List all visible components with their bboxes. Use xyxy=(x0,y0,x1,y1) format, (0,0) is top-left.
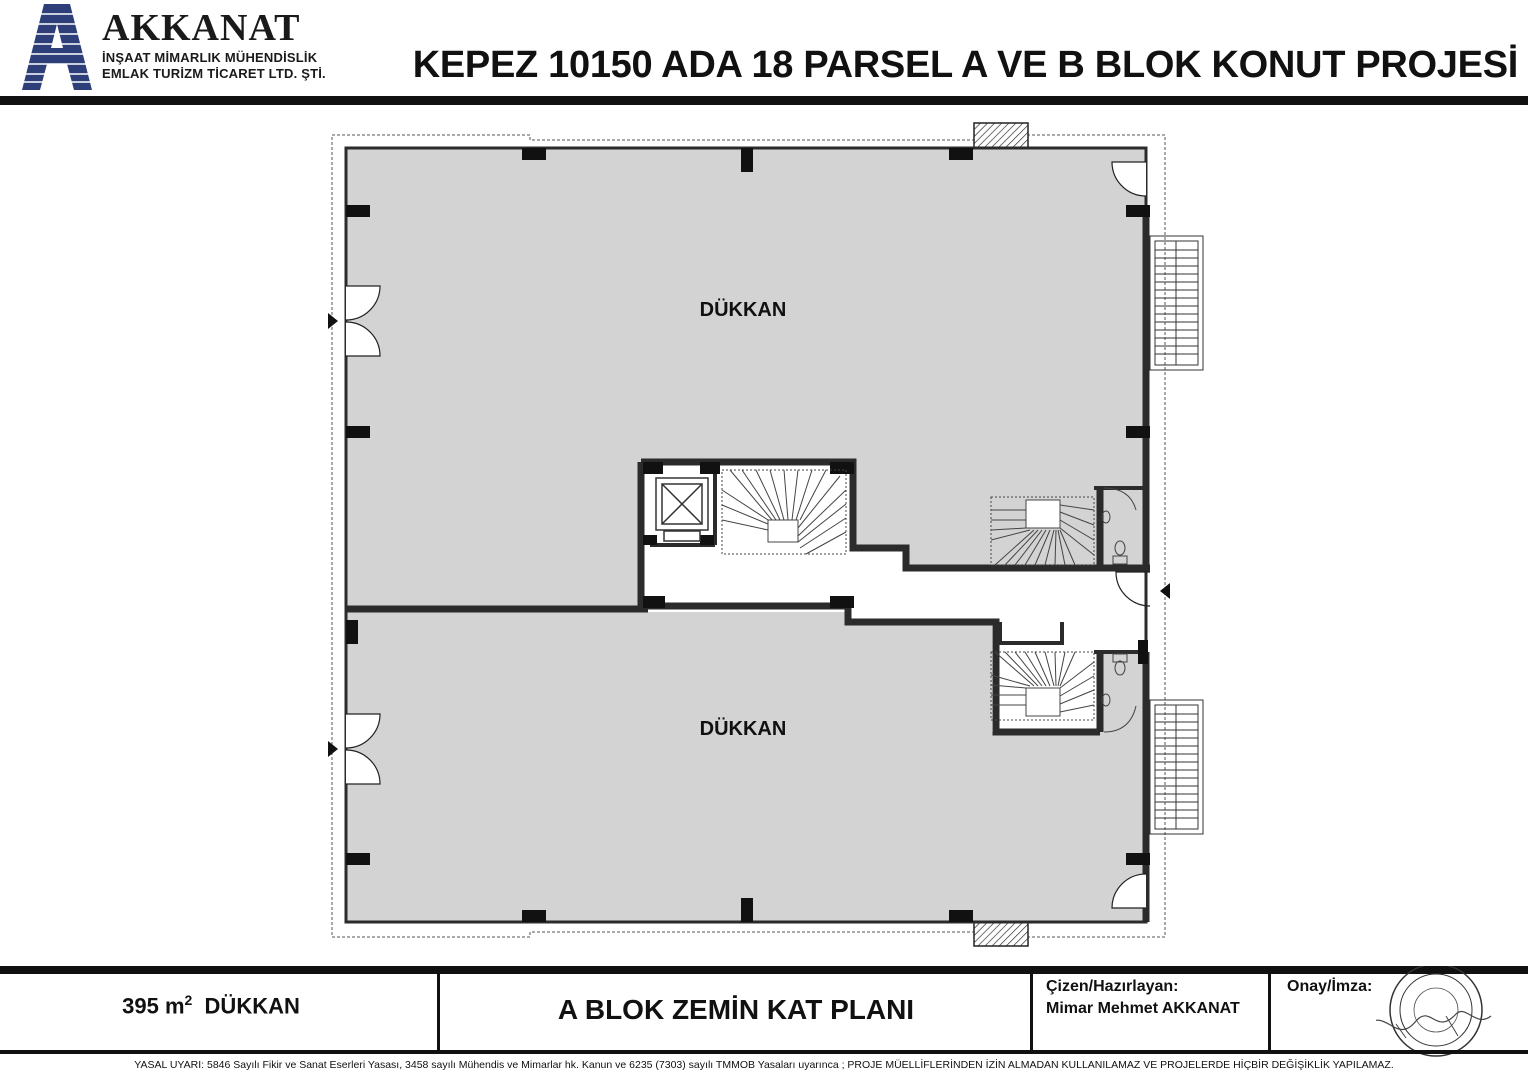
floor-plan xyxy=(0,105,1528,963)
header-rule xyxy=(0,96,1528,105)
external-stair-upper xyxy=(1150,236,1203,370)
architect-stamp xyxy=(1376,966,1496,1062)
company-logo xyxy=(22,4,92,90)
entrance-arrow-lower xyxy=(328,741,338,757)
company-line-1: İNŞAAT MİMARLIK MÜHENDİSLİK xyxy=(102,50,318,65)
area-unit-sup: 2 xyxy=(184,992,193,1008)
company-name: AKKANAT xyxy=(102,7,301,49)
area-value: 395 m xyxy=(122,993,185,1019)
legal-notice: YASAL UYARI: 5846 Sayılı Fikir ve Sanat Eserleri Yasası, 3458 sayılı Mühendis ve Mimarlar hk. Kanun ve 6235 (7303) sayılı TMMOB Yasaları uyarınca ; PROJE MÜELLİFLERİNDEN İZİN ALMADAN KULLANILAMAZ VE PROJELERDE HİÇBİR DEĞİŞİKLİK YAPILAMAZ. xyxy=(134,1059,1394,1071)
hatched-column-top xyxy=(974,123,1028,148)
area-label: DÜKKAN xyxy=(204,993,300,1019)
company-line-2: EMLAK TURİZM TİCARET LTD. ŞTİ. xyxy=(102,66,326,81)
room-label-upper: DÜKKAN xyxy=(699,299,787,321)
entrance-arrow-upper xyxy=(328,313,338,329)
title-block xyxy=(0,966,1528,1056)
header xyxy=(0,0,1528,96)
hatched-column-bottom xyxy=(974,921,1028,946)
approval-label: Onay/İmza: xyxy=(1287,978,1373,995)
entrance-arrow-core xyxy=(1160,583,1170,599)
drawn-by-label: Çizen/Hazırlayan: xyxy=(1046,978,1179,995)
plan-name: A BLOK ZEMİN KAT PLANI xyxy=(557,994,915,1025)
external-stair-lower xyxy=(1150,700,1203,834)
room-label-lower: DÜKKAN xyxy=(699,718,787,740)
elevator xyxy=(656,478,708,541)
drawn-by-name: Mimar Mehmet AKKANAT xyxy=(1046,1000,1240,1017)
area-info xyxy=(0,992,422,1019)
project-title: KEPEZ 10150 ADA 18 PARSEL A VE B BLOK KONUT PROJESİ xyxy=(412,44,1518,86)
